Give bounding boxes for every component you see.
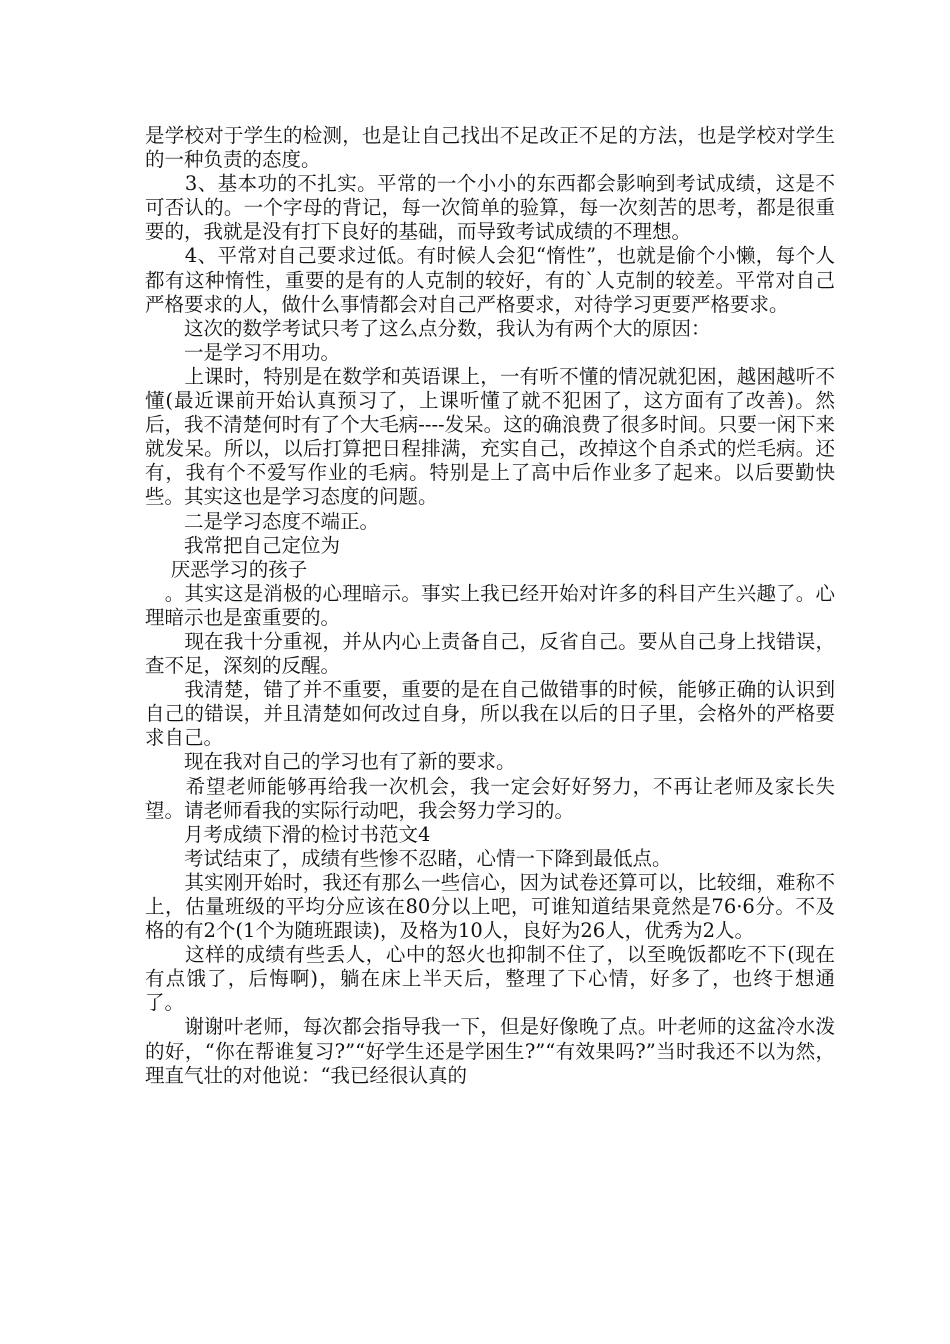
paragraph-14: 希望老师能够再给我一次机会，我一定会好好努力，不再让老师及家长失望。请老师看我的实际行动吧，我会努力学习的。 — [145, 774, 835, 822]
paragraph-12: 我清楚，错了并不重要，重要的是在自己做错事的时候，能够正确的认识到自己的错误，并且清楚如何改过自身，所以我在以后的日子里，会格外的严格要求自己。 — [145, 678, 835, 750]
paragraph-9: 厌恶学习的孩子 — [145, 557, 308, 581]
paragraph-18: 这样的成绩有些丢人，心中的怒火也抑制不住了，以至晚饭都吃不下(现在有点饿了，后悔啊)，躺在床上半天后，整理了下心情，好多了，也终于想通了。 — [145, 943, 835, 1015]
paragraph-5: 一是学习不用功。 — [145, 340, 341, 364]
paragraph-11: 现在我十分重视，并从内心上责备自己，反省自己。要从自己身上找错误，查不足，深刻的反醒。 — [145, 629, 835, 678]
paragraph-3: 4、平常对自己要求过低。有时候人会犯“惰性”，也就是偷个小懒，每个人都有这种惰性，重要的是有的人克制的较好，有的`人克制的较差。平常对自己严格要求的人，做什么事情都会对自己严格要求，对待学习更要严格要求。 — [145, 244, 835, 316]
paragraph-10: 。其实这是消极的心理暗示。事实上我已经开始对许多的科目产生兴趣了。心理暗示也是蛮重要的。 — [145, 581, 835, 629]
section-heading: 月考成绩下滑的检讨书范文4 — [145, 822, 431, 846]
document-body — [145, 124, 835, 1088]
paragraph-19: 谢谢叶老师，每次都会指导我一下，但是好像晚了点。叶老师的这盆冷水泼的好，“你在帮谁复习?”“好学生还是学困生?”“有效果吗?”当时我还不以为然，理直气壮的对他说：“我已经很认真的 — [145, 1015, 835, 1087]
paragraph-16: 考试结束了，成绩有些惨不忍睹，心情一下降到最低点。 — [145, 846, 672, 870]
paragraph-2: 3、基本功的不扎实。平常的一个小小的东西都会影响到考试成绩，这是不可否认的。一个字母的背记，每一次简单的验算，每一次刻苦的思考，都是很重要的，我就是没有打下良好的基础，而导致考试成绩的不理想。 — [145, 172, 835, 244]
paragraph-4: 这次的数学考试只考了这么点分数，我认为有两个大的原因： — [145, 316, 711, 340]
paragraph-8: 我常把自己定位为 — [145, 533, 341, 557]
paragraph-17: 其实刚开始时，我还有那么一些信心，因为试卷还算可以，比较细，难称不上，估量班级的平均分应该在80分以上吧，可谁知道结果竟然是76·6分。不及格的有2个(1个为随班跟读)，及格为10人，良好为26人，优秀为2人。 — [145, 870, 835, 943]
paragraph-1: 是学校对于学生的检测，也是让自己找出不足改正不足的方法，也是学校对学生的一种负责的态度。 — [145, 124, 835, 172]
paragraph-6: 上课时，特别是在数学和英语课上，一有听不懂的情况就犯困，越困越听不懂(最近课前开始认真预习了，上课听懂了就不犯困了，这方面有了改善)。然后，我不清楚何时有了个大毛病----发呆。这的确浪费了很多时间。只要一闲下来就发呆。所以，以后打算把日程排满，充实自己，改掉这个自杀式的烂毛病。还有，我有个不爱写作业的毛病。特别是上了高中后作业多了起来。以后要勤快些。其实这也是学习态度的问题。 — [145, 364, 835, 509]
paragraph-13: 现在我对自己的学习也有了新的要求。 — [145, 750, 516, 774]
paragraph-7: 二是学习态度不端正。 — [145, 509, 380, 533]
